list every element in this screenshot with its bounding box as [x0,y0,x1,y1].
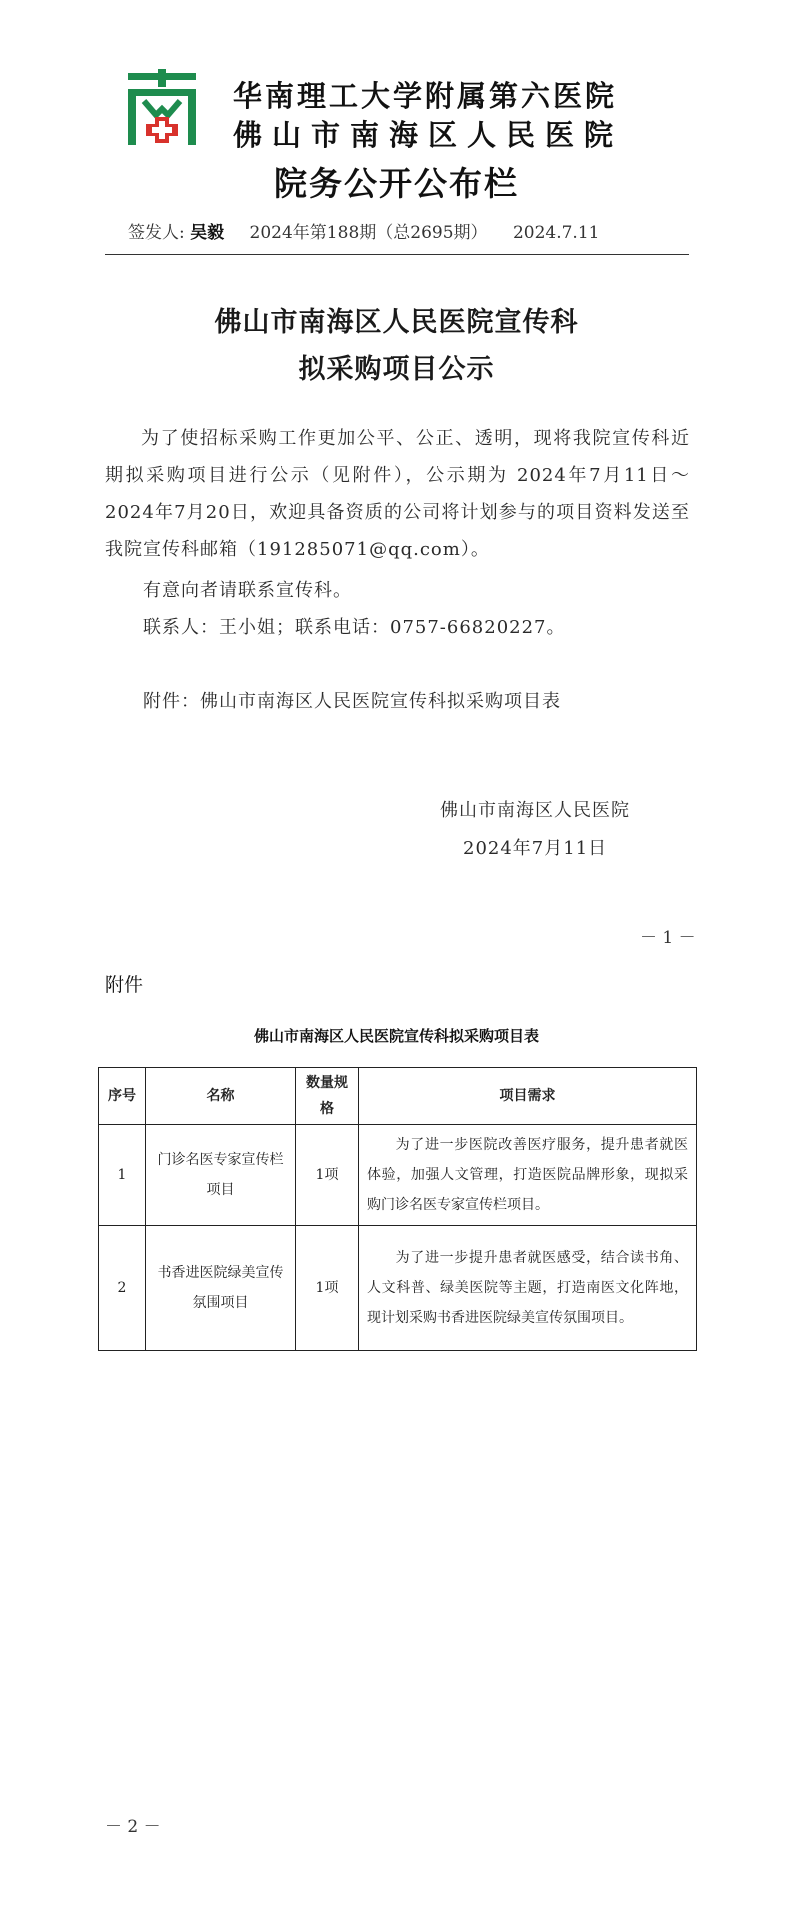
attachment-heading: 附件 [105,974,144,996]
column-header-name: 名称 [146,1068,296,1125]
cell-qty: 1项 [296,1125,359,1226]
issue-date: 2024.7.11 [512,223,600,243]
notice-paragraph: 为了使招标采购工作更加公平、公正、透明，现将我院宣传科近期拟采购项目进行公示（见附件），公示期为 2024年7月11日～2024年7月20日，欢迎具备资质的公司将计划参与的项目资料发送至我院宣传科邮箱（191285071@qq.com）。 [105,428,690,560]
signer-name: 吴毅 [190,223,225,243]
cell-qty: 1项 [296,1226,359,1351]
issue-info-row [128,218,599,243]
table-row [99,1125,697,1226]
board-title: 院务公开公布栏 [274,164,519,203]
signature-org: 佛山市南海区人民医院 [440,800,630,821]
cell-req [359,1125,697,1226]
hospital-logo-icon [124,69,200,145]
page-number-2: － 2 － [105,1817,161,1837]
cell-req [359,1226,697,1351]
column-header-qty: 数量规格 [296,1068,359,1125]
cell-no: 1 [99,1125,146,1226]
column-header-no: 序号 [99,1068,146,1125]
issue-number: 2024年第188期（总2695期） [249,223,488,243]
cell-req-text: 为了进一步提升患者就医感受，结合读书角、人文科普、绿美医院等主题，打造南医文化阵地，现计划采购书香进医院绿美宣传氛围项目。 [367,1250,688,1326]
table-row [99,1226,697,1351]
procurement-table [98,1067,697,1351]
intent-line: 有意向者请联系宣传科。 [143,580,352,601]
cell-no: 2 [99,1226,146,1351]
cell-req-text: 为了进一步医院改善医疗服务，提升患者就医体验，加强人文管理，打造医院品牌形象，现拟采购门诊名医专家宣传栏项目。 [367,1137,688,1213]
header-divider [105,254,689,255]
institution-name-1: 华南理工大学附属第六医院 [233,79,618,113]
signer-label: 签发人: [128,223,185,243]
attachment-line: 附件：佛山市南海区人民医院宣传科拟采购项目表 [143,691,561,712]
table-title: 佛山市南海区人民医院宣传科拟采购项目表 [253,1027,539,1045]
column-header-req: 项目需求 [359,1068,697,1125]
notice-title-line1: 佛山市南海区人民医院宣传科 [214,307,579,338]
institution-name-2: 佛山市南海区人民医院 [233,118,624,152]
contact-line: 联系人：王小姐；联系电话：0757-66820227。 [143,617,566,638]
table-header-row [99,1068,697,1125]
signature-date: 2024年7月11日 [463,838,608,859]
notice-title-line2: 拟采购项目公示 [298,354,495,385]
page-number-1: － 1 － [640,928,696,948]
cell-name: 门诊名医专家宣传栏项目 [146,1125,296,1226]
cell-name: 书香进医院绿美宣传氛围项目 [146,1226,296,1351]
